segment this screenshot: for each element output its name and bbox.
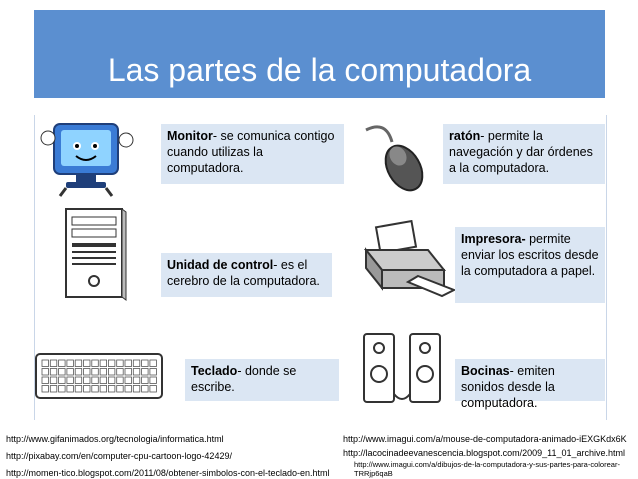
mouse-description [443,124,605,184]
keyboard-key [50,360,57,367]
mouse-icon [356,120,436,200]
keyboard-key [75,377,82,384]
keyboard-key [133,360,140,367]
keyboard-key [142,386,149,393]
keyboard-key [84,360,91,367]
monitor-desc: - se comunica contigo cuando utilizas la computadora. [167,129,335,175]
source-link-3[interactable]: http://momen-tico.blogspot.com/2011/08/obtener-simbolos-con-el-teclado-en.html [6,468,330,478]
keyboard-icon [34,350,164,402]
keyboard-key [92,386,99,393]
keyboard-key [50,369,57,376]
keyboard-key [92,360,99,367]
keyboard-key [142,377,149,384]
keyboard-key [50,377,57,384]
keyboard-key [42,377,49,384]
keyboard-key [125,386,132,393]
keyboard-key [133,386,140,393]
keyboard-key [133,377,140,384]
keyboard-key [100,369,107,376]
slide-title: Las partes de la computadora [107,52,532,88]
keyboard-key [75,386,82,393]
keyboard-key [117,369,124,376]
speakers-icon [358,330,448,408]
monitor-term: Monitor [167,129,213,143]
keyboard-key [125,377,132,384]
keyboard-key [108,386,115,393]
keyboard-key [108,360,115,367]
keyboard-key [75,360,82,367]
keyboard-key [100,377,107,384]
speakers-term: Bocinas [461,364,510,378]
keyboard-key [92,369,99,376]
keyboard-key [150,377,157,384]
cpu-tower-icon [62,205,128,303]
keyboard-key [84,377,91,384]
cpu-desc: - es el cerebro de la computadora. [167,258,320,288]
printer-term: Impresora- [461,232,526,246]
keyboard-key [59,386,66,393]
keyboard-key [150,369,157,376]
monitor-description [161,124,344,184]
keyboard-key [92,377,99,384]
keyboard-key [108,377,115,384]
keyboard-key [67,377,74,384]
keyboard-key [59,369,66,376]
keyboard-key [133,369,140,376]
keyboard-desc: - donde se escribe. [191,364,297,394]
keyboard-key [84,386,91,393]
keyboard-key [59,377,66,384]
keyboard-key [50,386,57,393]
keyboard-key [59,360,66,367]
keyboard-key [125,369,132,376]
keyboard-key [100,360,107,367]
keyboard-key [150,360,157,367]
keyboard-key [100,386,107,393]
keyboard-key [142,369,149,376]
keyboard-key [125,360,132,367]
source-link-2[interactable]: http://pixabay.com/en/computer-cpu-cartoon-logo-42429/ [6,451,232,461]
speakers-description [455,359,605,410]
keyboard-key [150,386,157,393]
keyboard-key [117,386,124,393]
keyboard-key [67,369,74,376]
keyboard-key [75,369,82,376]
monitor-icon [36,118,136,198]
cpu-description [161,253,332,297]
source-link-4[interactable]: http://www.imagui.com/a/mouse-de-computadora-animado-iEXGKdx6K [343,434,627,444]
speakers-desc: - emiten sonidos desde la computadora. [461,364,555,410]
source-link-6[interactable]: http://www.imagui.com/a/dibujos-de-la-computadora-y-sus-partes-para-colorear-TRRjp6qaB [354,460,620,478]
mouse-term: ratón [449,129,481,143]
keyboard-key [42,369,49,376]
keyboard-key [67,360,74,367]
cpu-term: Unidad de control [167,258,274,272]
printer-icon [358,220,458,300]
printer-desc: permite enviar los escritos desde la computadora a papel. [461,232,599,278]
keyboard-key [84,369,91,376]
source-link-5[interactable]: http://lacocinadeevanescencia.blogspot.com/2009_11_01_archive.html [343,448,626,458]
keyboard-key [142,360,149,367]
keyboard-term: Teclado [191,364,238,378]
keyboard-key [117,377,124,384]
keyboard-key [67,386,74,393]
keyboard-key [108,369,115,376]
title-banner [34,10,605,98]
keyboard-key [42,386,49,393]
mouse-desc: - permite la navegación y dar órdenes a la computadora. [449,129,593,175]
source-link-1[interactable]: http://www.gifanimados.org/tecnologia/informatica.html [6,434,224,444]
printer-description [455,227,605,303]
keyboard-key [117,360,124,367]
keyboard-description [185,359,339,401]
keyboard-key [42,360,49,367]
